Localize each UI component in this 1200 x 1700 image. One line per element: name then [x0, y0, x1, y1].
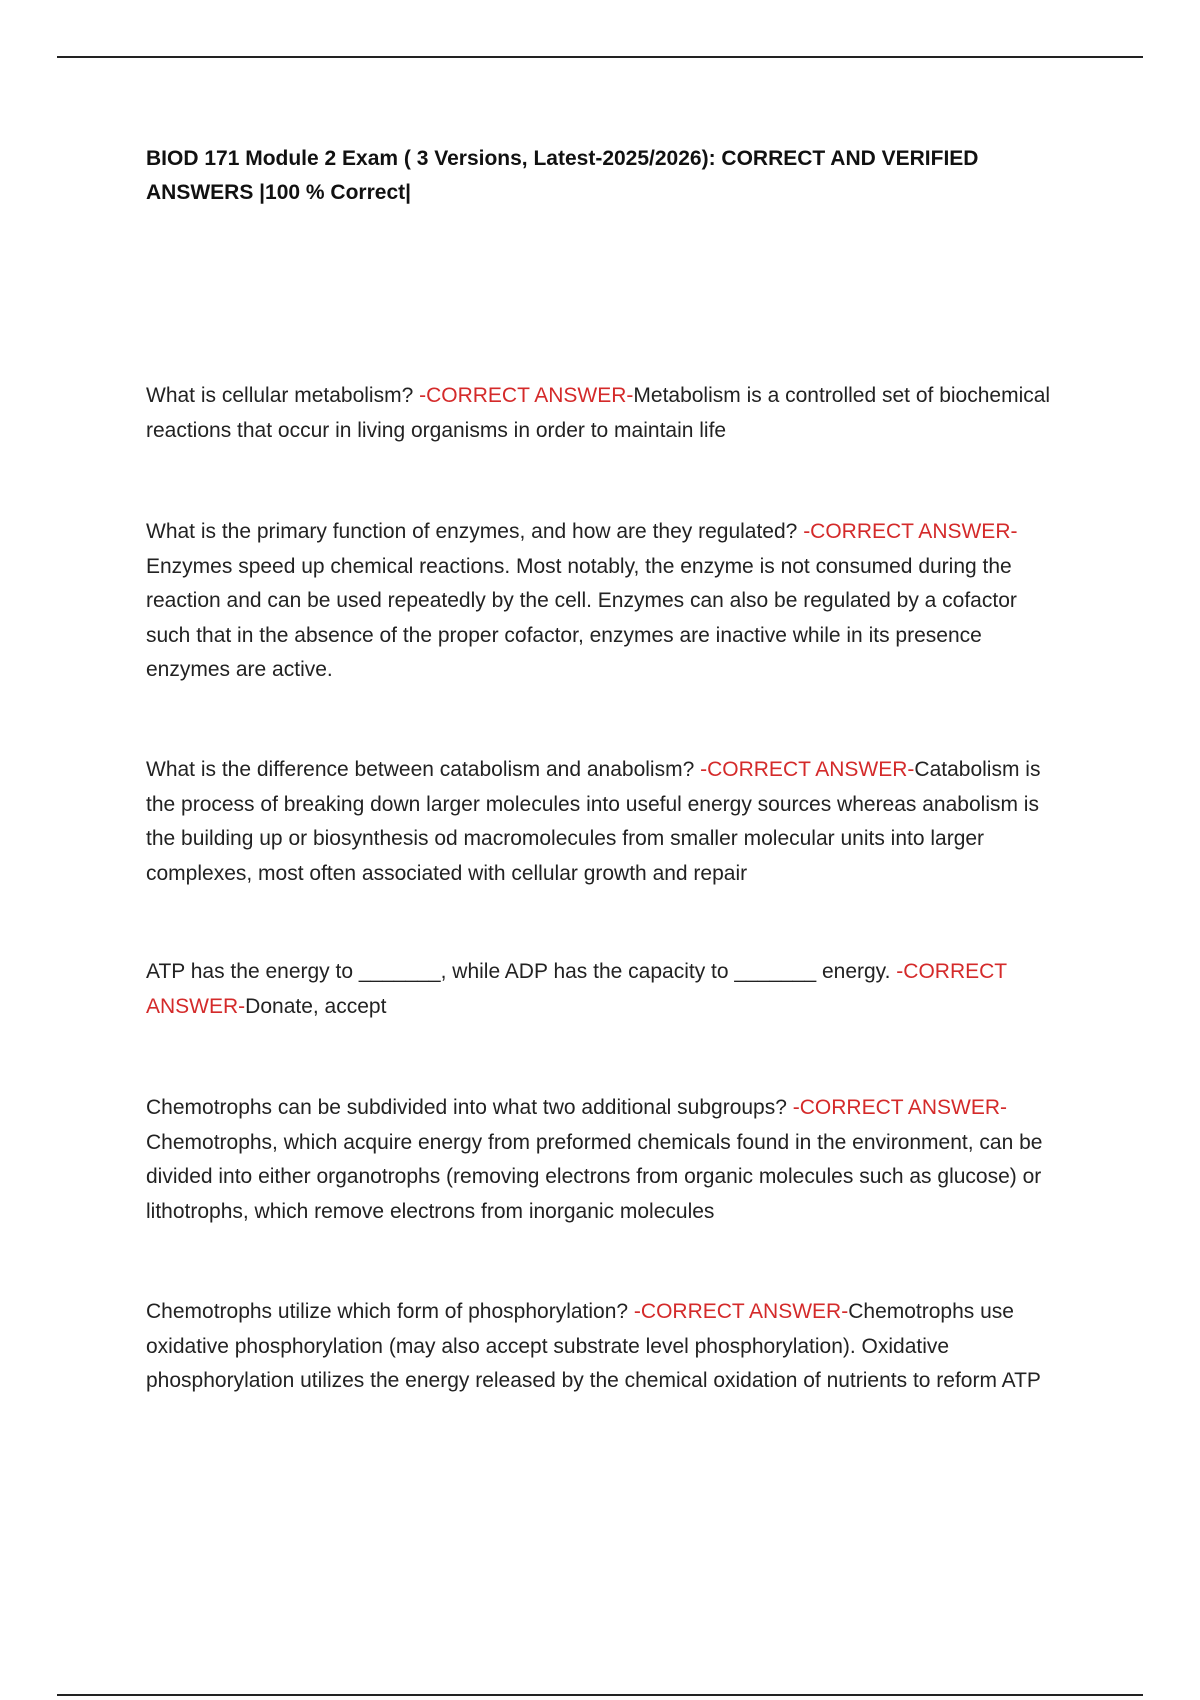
correct-answer-marker: -CORRECT ANSWER- [633, 1300, 849, 1323]
qa-item [146, 955, 1066, 1024]
correct-answer-marker: -CORRECT ANSWER- [803, 520, 1018, 543]
document-title [146, 142, 1046, 210]
correct-answer-marker: -CORRECT ANSWER- [792, 1096, 1008, 1119]
qa-item [146, 379, 1066, 448]
footer-rule [57, 1694, 1143, 1696]
question-text: Chemotrophs can be subdivided into what two additional subgroups? [146, 1096, 793, 1119]
answer-text: Chemotrophs, which acquire energy from preformed chemicals found in the environment, can be divided into either organotrophs (removing electrons from organic molecules such as glucose) or lithotrophs, which remove electrons from inorganic molecules [146, 1130, 1043, 1223]
qa-item [146, 1091, 1066, 1229]
correct-answer-marker: -CORRECT ANSWER- [146, 960, 1007, 1018]
question-text: ATP has the energy to _______, while ADP has the capacity to _______ energy. [146, 960, 897, 983]
question-text: What is the primary function of enzymes, and how are they regulated? [146, 520, 804, 543]
title-line-1: BIOD 171 Module 2 Exam ( 3 Versions, Latest-2025/2026): CORRECT AND VERIFIED [146, 147, 979, 170]
header-rule [57, 56, 1143, 58]
answer-text: Chemotrophs use oxidative phosphorylation (may also accept substrate level phosphorylation). Oxidative phosphorylation utilizes the energy released by the chemical oxidation of nutrients to reform ATP [146, 1300, 1041, 1392]
answer-text: Donate, accept [245, 994, 387, 1018]
correct-answer-marker: -CORRECT ANSWER- [419, 384, 634, 407]
qa-item [146, 1295, 1066, 1399]
title-line-2: ANSWERS |100 % Correct| [146, 181, 411, 204]
answer-text: Metabolism is a controlled set of biochemical reactions that occur in living organisms in order to maintain life [146, 384, 1051, 442]
question-text: Chemotrophs utilize which form of phosphorylation? [146, 1300, 634, 1323]
correct-answer-marker: -CORRECT ANSWER- [700, 758, 915, 781]
qa-item [146, 753, 1066, 891]
qa-item [146, 515, 1066, 688]
answer-text: Enzymes speed up chemical reactions. Most notably, the enzyme is not consumed during the reaction and can be used repeatedly by the cell. Enzymes can also be regulated by a cofactor such that in the absence of the proper cofactor, enzymes are inactive while in its presence enzymes are active. [146, 554, 1017, 681]
answer-text: Catabolism is the process of breaking down larger molecules into useful energy sources whereas anabolism is the building up or biosynthesis od macromolecules from smaller molecular units into larger complexes, most often associated with cellular growth and repair [146, 758, 1041, 885]
question-text: What is the difference between catabolism and anabolism? [146, 758, 701, 781]
question-text: What is cellular metabolism? [146, 384, 420, 407]
